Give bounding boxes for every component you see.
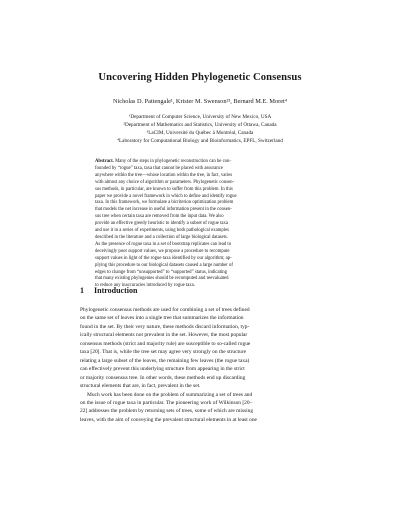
- section-number: 1: [80, 286, 84, 295]
- body-line: on the issue of rogue taxa in particular. The pioneering work of Wilkinson [20–: [80, 399, 253, 406]
- affiliation: ²Department of Mathematics and Statistics, University of Ottawa, Canada: [123, 122, 277, 129]
- abstract-line: sus tree when certain taxa are removed from the input data. We also: [95, 214, 224, 220]
- abstract-line: As the presence of rogue taxa in a set of bootstrap replicates can lead to: [95, 241, 232, 247]
- abstract-line: anywhere within the tree—whose location within the tree, in fact, varies: [95, 172, 233, 178]
- abstract-line: and use it in a series of experiments, using both pathological examples: [95, 228, 230, 234]
- abstract-line: paper we provide a novel framework in which to define and identify rogue: [95, 193, 237, 199]
- abstract-line: deceivingly poor support values, we propose a procedure to recompute: [95, 248, 230, 254]
- body-line: can effectively prevent this underlying structure from appearing in the strict: [80, 366, 245, 373]
- abstract-line: founded by “rogue” taxa, taxa that cannot be placed with assurance: [95, 165, 223, 171]
- abstract-line: that many existing phylogenies should be recomputed and reevaluated: [95, 276, 229, 282]
- body-line: Much work has been done on the problem of summarizing a set of trees and: [87, 391, 253, 398]
- abstract-line: sus methods, in particular, are known to suffer from this problem. In this: [95, 186, 233, 192]
- paper-title: Uncovering Hidden Phylogenetic Consensus: [98, 72, 302, 83]
- abstract-line: edges to change from “unsupported” to “supported” status, indicating: [95, 269, 228, 275]
- body-line: consensus methods (strict and majority rule) are susceptible to so-called rogue: [80, 340, 251, 347]
- abstract-line: to reduce any inaccuracies introduced by rogue taxa.: [95, 283, 195, 289]
- affiliation: ³LaCIM, Université du Québec à Montréal, Canada: [146, 130, 254, 137]
- author-list: Nicholas D. Pattengale¹, Krister M. Swenson²³, Bernard M.E. Moret⁴: [113, 98, 287, 105]
- body-line: on the same set of leaves into a single tree that summarizes the information: [80, 315, 244, 322]
- body-line: structural elements that are, in fact, prevalent in the set.: [80, 383, 201, 390]
- body-line: ically structural elements not prevalent in the set. However, the most popular: [80, 332, 248, 339]
- body-line: found in the set. By their very nature, these methods discard information, typ-: [80, 323, 250, 330]
- section-heading: [80, 286, 137, 295]
- body-line: taxa [20]. That is, while the tree set may agree very strongly on the structure: [80, 349, 246, 356]
- section-title: Introduction: [94, 286, 138, 295]
- body-line: 22] addresses the problem by returning sets of trees, some of which are missing: [80, 408, 254, 415]
- abstract: [95, 159, 310, 290]
- abstract-line: provide an effective greedy heuristic to identify a subset of rogue taxa: [95, 221, 228, 227]
- abstract-line: Abstract. Many of the steps in phylogenetic reconstruction can be con-: [95, 159, 232, 164]
- affiliation-list: [60, 113, 340, 145]
- body-line: relating a large subset of the leaves, the remaining few leaves (the rogue taxa): [80, 357, 250, 364]
- body-text: [80, 306, 324, 424]
- abstract-line: that models the net increase in useful information present in the consen-: [95, 207, 232, 213]
- body-line: leaves, with the aim of conveying the prevalent structural elements in at least one: [80, 416, 257, 423]
- body-line: Phylogenetic consensus methods are used for combining a set of trees defined: [80, 307, 250, 313]
- abstract-line: described in the literature and a collection of large biological datasets.: [95, 234, 228, 240]
- abstract-line: with almost any choice of algorithm or parameters. Phylogenetic consen-: [95, 179, 235, 185]
- abstract-label: Abstract.: [95, 159, 114, 164]
- abstract-line: taxa. In this framework, we formulate a bicriterion optimization problem: [95, 200, 234, 206]
- abstract-line: plying this procedure to our biological datasets caused a large number of: [95, 262, 234, 268]
- affiliation: ⁴Laboratory for Computational Biology and Bioinformatics, EPFL, Switzerland: [117, 138, 283, 145]
- affiliation: ¹Department of Computer Science, University of New Mexico, USA: [128, 114, 272, 120]
- body-line: or majority consensus tree. In other words, these methods end up discarding: [80, 374, 246, 381]
- abstract-line: support values in light of the rogue taxa identified by our algorithm; ap-: [95, 255, 232, 261]
